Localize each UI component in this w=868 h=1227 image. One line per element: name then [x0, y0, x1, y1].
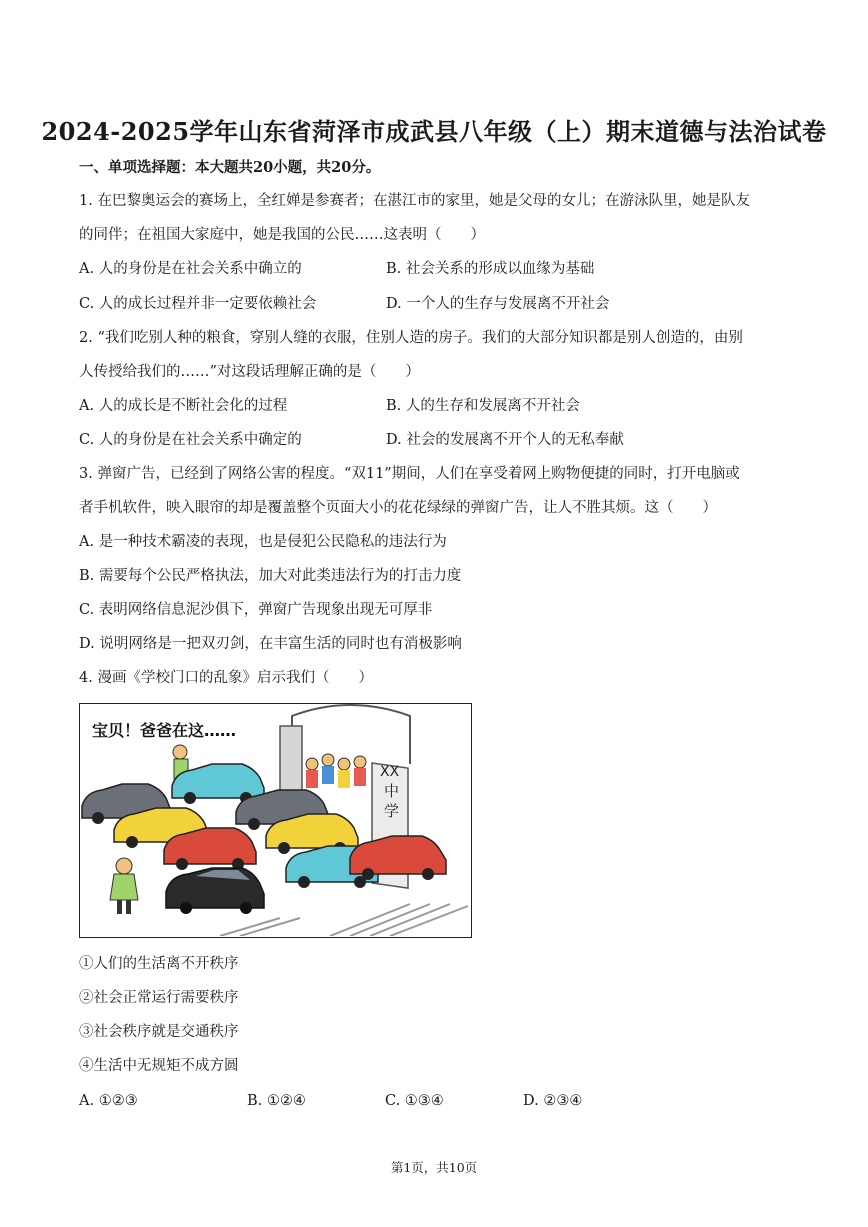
q4-stem: 4. 漫画《学校门口的乱象》启示我们（ ） [79, 670, 373, 686]
page-footer: 第1页，共10页 [390, 1160, 478, 1175]
school-sign-char-1: 中 [384, 782, 400, 800]
q3-option-d[interactable]: D. 说明网络是一把双刃剑，在丰富生活的同时也有消极影响 [79, 636, 462, 652]
q3-option-c[interactable]: C. 表明网络信息泥沙俱下，弹窗广告现象出现无可厚非 [79, 602, 433, 618]
q2-stem-line2: 人传授给我们的……”对这段话理解正确的是（ ） [79, 364, 420, 380]
q4-statement-1: ①人们的生活离不开秩序 [79, 956, 239, 972]
q2-option-b[interactable]: B. 人的生存和发展离不开社会 [386, 398, 580, 414]
school-sign-top: XX [380, 764, 400, 780]
car-red-right [350, 836, 446, 880]
q4-statement-4: ④生活中无规矩不成方圆 [79, 1058, 239, 1074]
q3-stem-line2: 者手机软件，映入眼帘的却是覆盖整个页面大小的花花绿绿的弹窗广告，让人不胜其烦。这（ ） [79, 500, 717, 516]
q2-option-a[interactable]: A. 人的成长是不断社会化的过程 [79, 398, 288, 414]
q3-option-b[interactable]: B. 需要每个公民严格执法，加大对此类违法行为的打击力度 [79, 568, 462, 584]
car-black-bottom [166, 868, 264, 914]
q3-option-a[interactable]: A. 是一种技术霸凌的表现，也是侵犯公民隐私的违法行为 [79, 534, 447, 550]
cartoon-illustration [80, 704, 470, 936]
q4-option-a[interactable]: A. ①②③ [79, 1093, 138, 1109]
q1-option-d[interactable]: D. 一个人的生存与发展离不开社会 [386, 296, 610, 312]
page-title: 2024-2025学年山东省菏泽市成武县八年级（上）期末道德与法治试卷 [41, 117, 827, 146]
q4-statement-2: ②社会正常运行需要秩序 [79, 990, 239, 1006]
q1-stem-line1: 1. 在巴黎奥运会的赛场上，全红婵是参赛者；在湛江市的家里，她是父母的女儿；在游泳队里，她是队友 [79, 193, 750, 209]
q3-stem-line1: 3. 弹窗广告，已经到了网络公害的程度。“双11”期间，人们在享受着网上购物便捷的同时，打开电脑或 [79, 466, 740, 482]
q1-option-a[interactable]: A. 人的身份是在社会关系中确立的 [79, 261, 302, 277]
children-crowd [306, 754, 366, 788]
school-sign-char-2: 学 [384, 802, 400, 820]
speech-bubble: 宝贝！爸爸在这…… [92, 721, 237, 740]
q2-option-c[interactable]: C. 人的身份是在社会关系中确定的 [79, 432, 302, 448]
crying-girl [110, 858, 138, 914]
section-heading: 一、单项选择题：本大题共20小题，共20分。 [79, 159, 381, 176]
q4-option-b[interactable]: B. ①②④ [247, 1093, 306, 1109]
q2-stem-line1: 2. “我们吃别人种的粮食，穿别人缝的衣服，住别人造的房子。我们的大部分知识都是别人创造的，由别 [79, 330, 743, 346]
q4-option-d[interactable]: D. ②③④ [523, 1093, 583, 1109]
q2-option-d[interactable]: D. 社会的发展离不开个人的无私奉献 [386, 432, 624, 448]
q1-stem-line2: 的同伴；在祖国大家庭中，她是我国的公民……这表明（ ） [79, 227, 485, 243]
q4-statement-3: ③社会秩序就是交通秩序 [79, 1024, 239, 1040]
q1-option-c[interactable]: C. 人的成长过程并非一定要依赖社会 [79, 296, 317, 312]
cartoon-school-gate-chaos [79, 703, 472, 938]
q1-option-b[interactable]: B. 社会关系的形成以血缘为基础 [386, 261, 595, 277]
q4-option-c[interactable]: C. ①③④ [385, 1093, 444, 1109]
crosswalk [220, 904, 468, 936]
